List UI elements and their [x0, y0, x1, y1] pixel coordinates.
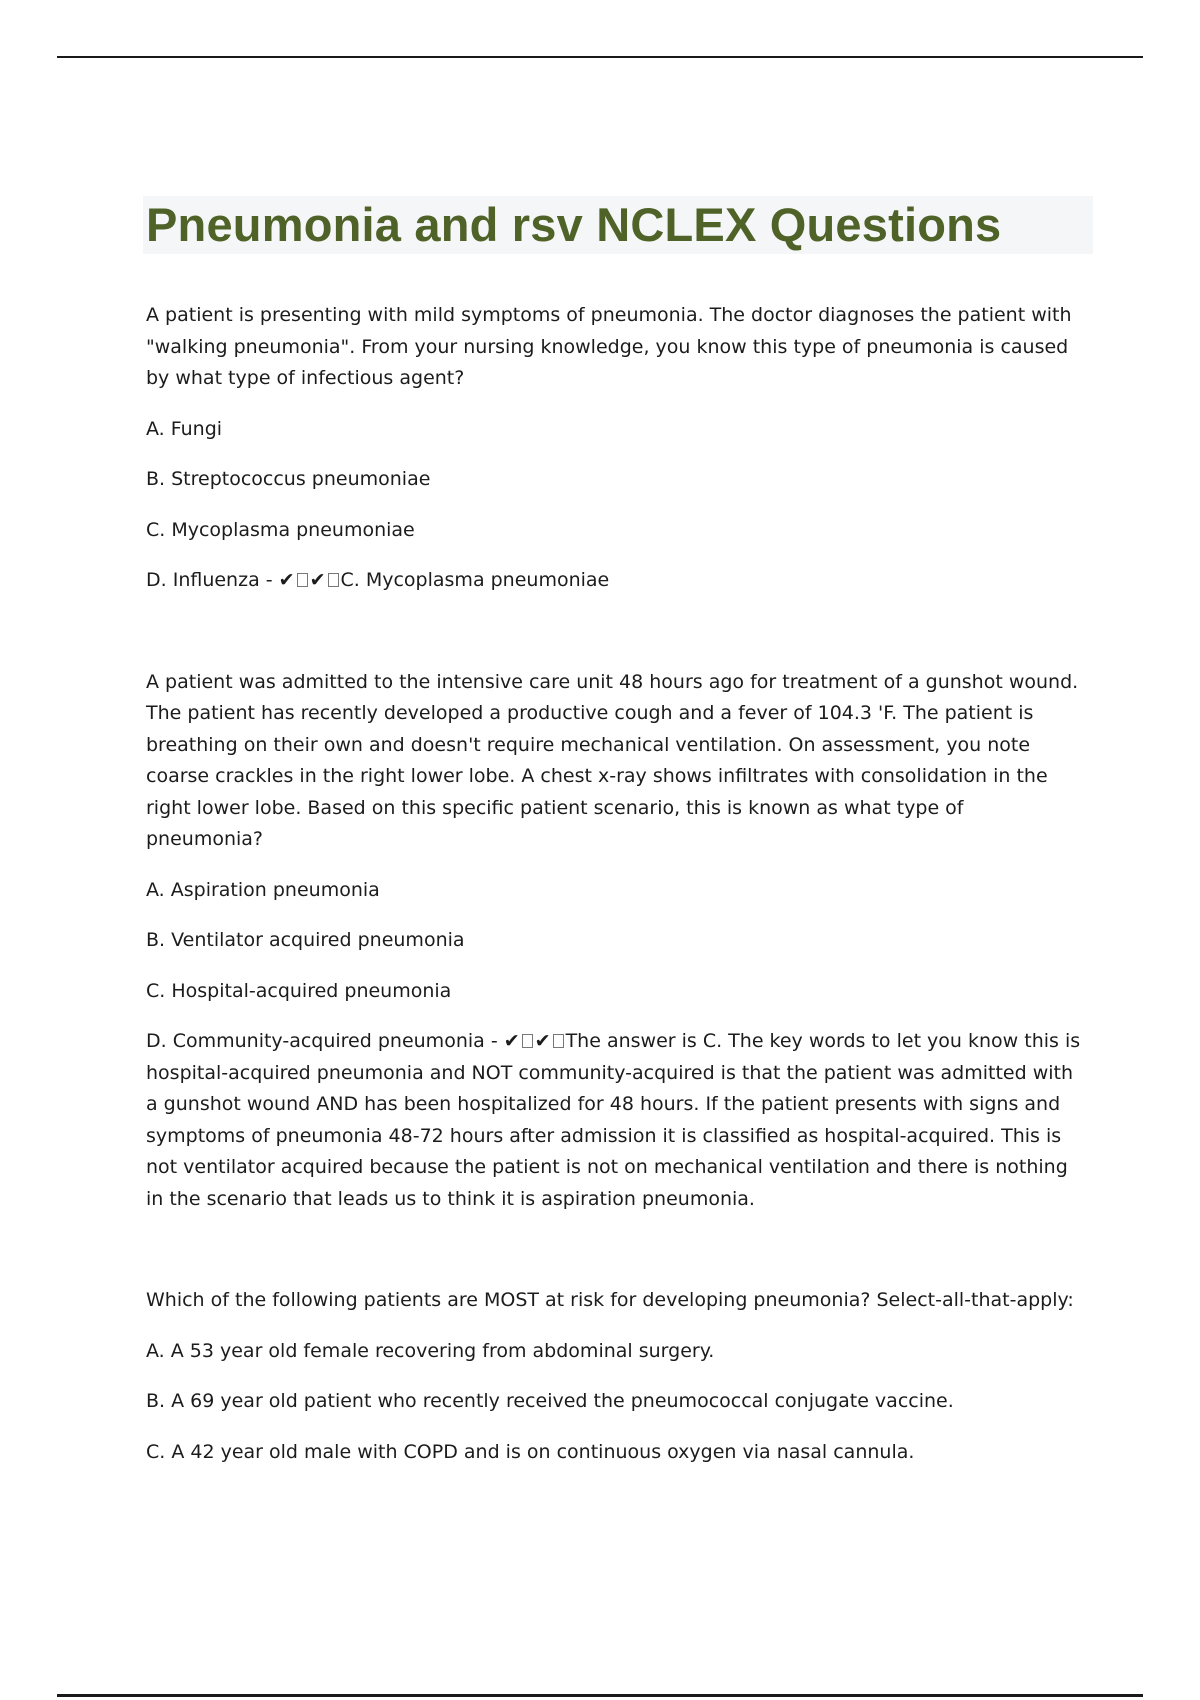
- option-c: C. Mycoplasma pneumoniae: [146, 518, 415, 541]
- header-rule: [57, 56, 1143, 58]
- option-a: A. Fungi: [146, 417, 223, 440]
- answer-text: C. Mycoplasma pneumoniae: [340, 569, 610, 591]
- option-d-with-answer: [146, 1026, 1081, 1215]
- option-d: D. Influenza -: [146, 569, 279, 591]
- question-3: [146, 1285, 1081, 1468]
- footer-rule: [57, 1694, 1143, 1697]
- question-list: [146, 300, 1081, 1487]
- question-stem: A patient was admitted to the intensive care unit 48 hours ago for treatment of a gunshot wound. The patient has recently developed a productive cough and a fever of 104.3 'F. The patient is breathing on their own and doesn't require mechanical ventilation. On assessment, you note coarse crackles in the right lower lobe. A chest x-ray shows infiltrates with consolidation in the right lower lobe. Based on this specific patient scenario, this is known as what type of pneumonia?: [146, 670, 1079, 850]
- option-b: B. Ventilator acquired pneumonia: [146, 929, 465, 951]
- option-b: B. Streptococcus pneumoniae: [146, 468, 431, 490]
- check-icon: ✔: [278, 569, 295, 591]
- question-stem: A patient is presenting with mild symptoms of pneumonia. The doctor diagnoses the patient with "walking pneumonia". From your nursing knowledge, you know this type of pneumonia is caused by what type of infectious agent?: [146, 304, 1072, 389]
- option-d: D. Community-acquired pneumonia -: [146, 1030, 504, 1052]
- box-icon: [297, 573, 308, 587]
- box-icon: [553, 1034, 564, 1048]
- option-c: C. Hospital-acquired pneumonia: [146, 979, 452, 1002]
- option-a: A. Aspiration pneumonia: [146, 878, 380, 901]
- question-1: [146, 300, 1081, 597]
- check-icon: ✔: [309, 569, 326, 591]
- page-title: Pneumonia and rsv NCLEX Questions: [146, 198, 1002, 251]
- option-a: A. A 53 year old female recovering from abdominal surgery.: [146, 1339, 715, 1362]
- option-d-with-answer: [146, 565, 1081, 597]
- box-icon: [522, 1034, 533, 1048]
- answer-text: The answer is C. The key words to let you know this is hospital-acquired pneumonia and NOT community-acquired is that the patient was admitted with a gunshot wound AND has been hospitalized for 48 hours. If the patient presents with signs and symptoms of pneumonia 48-72 hours after admission it is classified as hospital-acquired. This is not ventilator acquired because the patient is not on mechanical ventilation and there is nothing in the scenario that leads us to think it is aspiration pneumonia.: [146, 1030, 1081, 1210]
- box-icon: [328, 573, 339, 587]
- question-stem: Which of the following patients are MOST at risk for developing pneumonia? Select-all-that-apply:: [146, 1289, 1074, 1311]
- check-icon: ✔: [503, 1030, 520, 1052]
- option-c: C. A 42 year old male with COPD and is on continuous oxygen via nasal cannula.: [146, 1440, 915, 1463]
- option-b: B. A 69 year old patient who recently received the pneumococcal conjugate vaccine.: [146, 1390, 954, 1412]
- check-icon: ✔: [534, 1030, 551, 1052]
- question-2: [146, 667, 1081, 1216]
